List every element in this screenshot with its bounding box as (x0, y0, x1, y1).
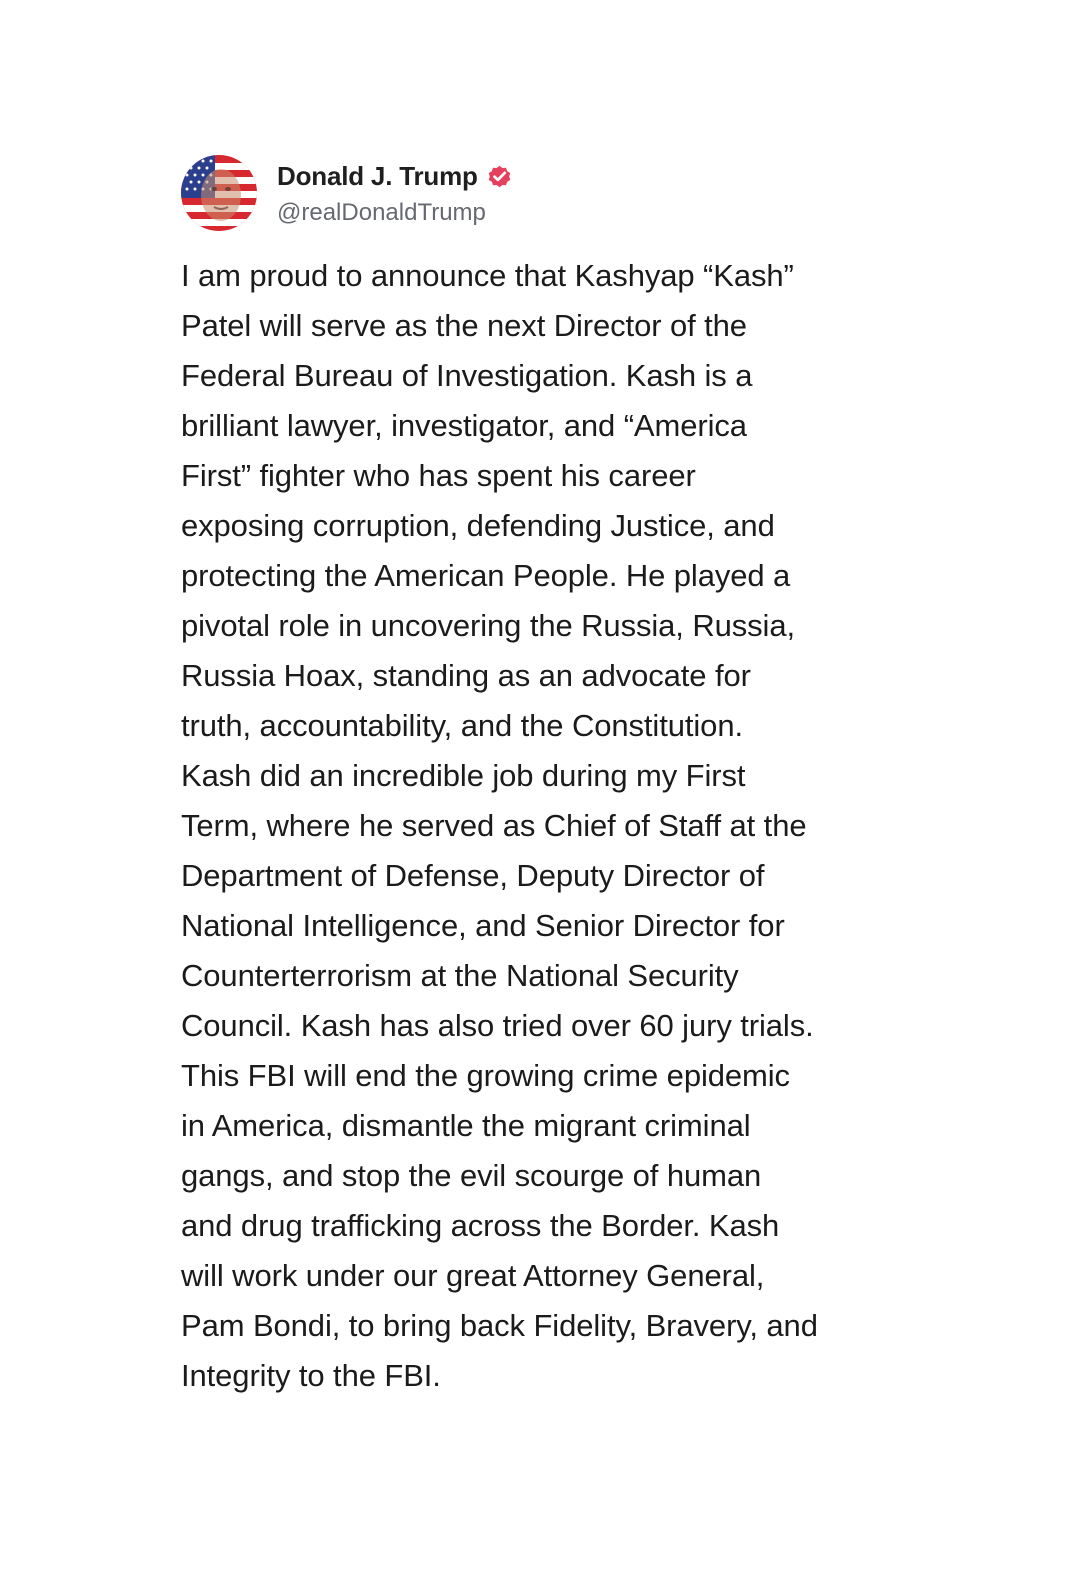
post-line: Term, where he served as Chief of Staff at the (181, 808, 807, 843)
post-line: National Intelligence, and Senior Director for (181, 908, 785, 943)
post-line: This FBI will end the growing crime epidemic (181, 1058, 790, 1093)
verified-badge-icon (486, 163, 513, 190)
post-line: Integrity to the FBI. (181, 1358, 441, 1393)
post-line: Kash did an incredible job during my First (181, 758, 746, 793)
post-body (181, 251, 901, 1401)
post-line: in America, dismantle the migrant criminal (181, 1108, 751, 1143)
author-name[interactable]: Donald J. Trump (277, 160, 478, 191)
post-line: gangs, and stop the evil scourge of human (181, 1158, 762, 1193)
post-line: Department of Defense, Deputy Director of (181, 858, 765, 893)
post-line: Federal Bureau of Investigation. Kash is a (181, 358, 753, 393)
post-line: brilliant lawyer, investigator, and “America (181, 408, 747, 443)
post-line: and drug trafficking across the Border. Kash (181, 1208, 780, 1243)
post-header (181, 155, 901, 231)
author-identity (277, 159, 513, 227)
post-card (181, 155, 901, 1401)
post-line: I am proud to announce that Kashyap “Kash” (181, 258, 794, 293)
post-line: pivotal role in uncovering the Russia, Russia, (181, 608, 795, 643)
post-line: Patel will serve as the next Director of the (181, 308, 747, 343)
post-line: exposing corruption, defending Justice, and (181, 508, 775, 543)
post-line: truth, accountability, and the Constitution. (181, 708, 743, 743)
post-line: Russia Hoax, standing as an advocate for (181, 658, 751, 693)
post-line: Pam Bondi, to bring back Fidelity, Bravery, and (181, 1308, 818, 1343)
post-line: First” fighter who has spent his career (181, 458, 696, 493)
author-handle[interactable]: @realDonaldTrump (277, 199, 486, 226)
avatar-image (181, 155, 257, 231)
post-line: protecting the American People. He played a (181, 558, 791, 593)
name-row (277, 159, 513, 193)
avatar[interactable] (181, 155, 257, 231)
post-line: will work under our great Attorney General, (181, 1258, 765, 1293)
post-line: Council. Kash has also tried over 60 jury trials. (181, 1008, 814, 1043)
post-line: Counterterrorism at the National Security (181, 958, 739, 993)
